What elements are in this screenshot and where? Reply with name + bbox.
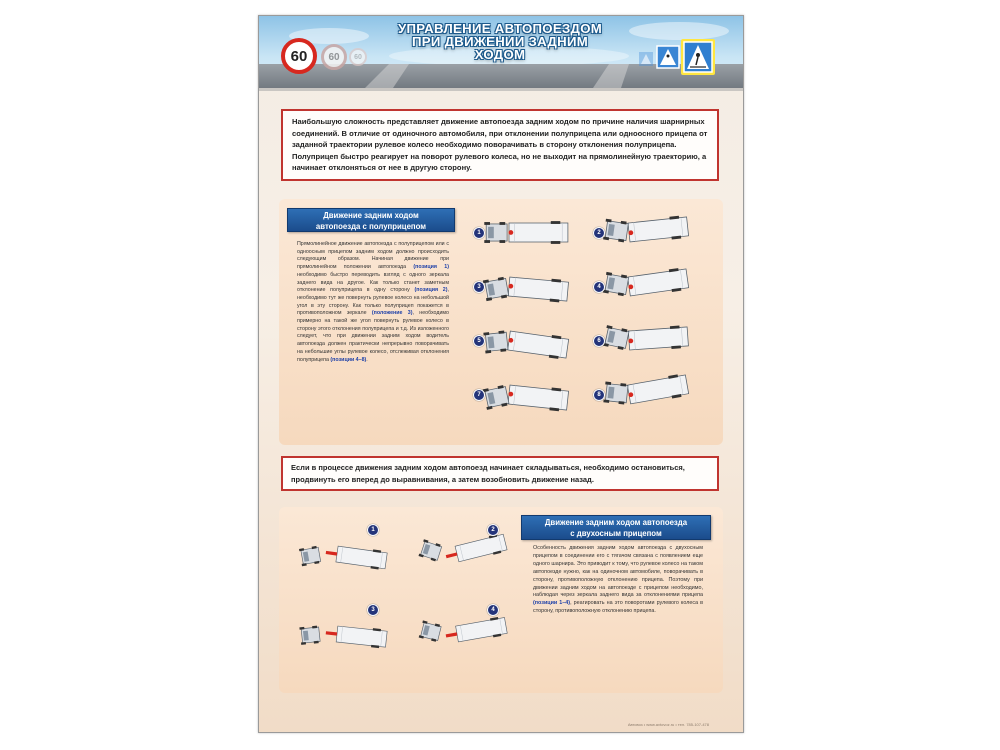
- semitrailer-title-line-2: автопоезда с полуприцепом: [315, 222, 427, 231]
- semitrailer-text-part-1: Прямолинейное движение автопоезда с полуприцепом или с одноосным прицепом задним ходом должно происходить следующим образом. Начиная движение при прямолинейном положении автопоезда: [297, 241, 449, 271]
- semitrailer-position-badge: 7: [473, 389, 485, 401]
- semitrailer-text-end: .: [366, 356, 368, 363]
- semitrailer-text-part-4: , необходимо примерно на такой же угол повернуть рулевое колесо в сторону этого отклонения полуприцепа и т.д. Из изложенного следует, что при движении задним ходом водитель автопоезда должен практически непрерывно поворачивать на небольшие углы рулевое колесо, отслеживая отклонения полуприцепа: [297, 310, 449, 363]
- warning-box: [281, 456, 719, 491]
- poster-title-line-1: УПРАВЛЕНИЕ АВТОПОЕЗДОМ: [397, 21, 603, 36]
- poster-title: [355, 22, 645, 61]
- semitrailer-ref-position-3: (положение 3): [371, 310, 413, 317]
- semitrailer-position-badge: 6: [593, 335, 605, 347]
- semitrailer-ref-position-1: (позиция 1): [413, 264, 449, 271]
- intro-box: [281, 109, 719, 181]
- speed-limit-sign-faded: [321, 44, 347, 70]
- poster-title-line-3: ХОДОМ: [474, 47, 526, 62]
- two-axle-text-part-1: Особенность движения задним ходом автопоезда с двухосным прицепом в соединении его с тягачом связана с появлением еще одного шарнира. Это приводит к тому, что рулевое колесо на таком автопоезде нужно, как на одиночном автомобиле, поворачивать в сторону, противоположную отклонению прицепа. Поэтому при движении задним ходом на автопоезде с прицепом необходимо, наблюдая через зеркала заднего вида за отклонениями прицепа: [533, 545, 703, 599]
- two-axle-position-badge: 1: [367, 524, 379, 536]
- semitrailer-diagrams: [471, 211, 721, 441]
- semitrailer-position-badge: 2: [593, 227, 605, 239]
- two-axle-title-line-1: Движение задним ходом автопоезда: [544, 518, 688, 527]
- speed-limit-sign: [281, 38, 317, 74]
- speed-limit-value: 60: [290, 47, 308, 65]
- semitrailer-text-part-2: необходимо быстро переводить взгляд с одного зеркала заднего вида на другое. Как только станет заметным отклонение полуприцепа в одну сторону: [297, 271, 449, 294]
- semitrailer-section-title: [287, 208, 455, 232]
- two-axle-title-line-2: с двухосным прицепом: [570, 529, 662, 538]
- semitrailer-text: [297, 241, 449, 437]
- two-axle-position-badge: 2: [487, 524, 499, 536]
- semitrailer-position-badge: 8: [593, 389, 605, 401]
- semitrailer-text-part-3: , необходимо тут же повернуть рулевое колесо на небольшой угол в эту сторону. Как только полуприцеп покажется в противоположном зеркале: [297, 287, 449, 317]
- two-axle-text-part-2: , реагировать на это поворотами рулевого колеса в сторону, противоположную отклонению прицепа.: [533, 600, 704, 615]
- two-axle-diagrams: [287, 516, 527, 686]
- two-axle-ref-positions-1-4: (позиции 1–4): [533, 600, 571, 607]
- semitrailer-ref-position-2: (позиция 2): [414, 287, 448, 294]
- intro-text: Наибольшую сложность представляет движение автопоезда задним ходом по причине наличия шарнирных соединений. В отличие от одиночного автомобиля, при отклонении полуприцепа или одноосного прицепа от заданной траектории рулевое колесо необходимо поворачивать в сторону отклонения полуприцепа. Полуприцеп быстро реагирует на поворот рулевого колеса, но не выходит на прямолинейную траекторию, а начинает отклоняться от нее в другую сторону.: [292, 117, 708, 172]
- poster-title-line-2: ПРИ ДВИЖЕНИИ ЗАДНИМ: [411, 34, 589, 49]
- two-axle-position-badge: 3: [367, 604, 379, 616]
- semitrailer-position-badge: 4: [593, 281, 605, 293]
- road-band: [259, 88, 743, 91]
- semitrailer-position-badge: 5: [473, 335, 485, 347]
- pedestrian-crossing-signs: [637, 38, 717, 80]
- two-axle-section-title: [521, 515, 711, 540]
- two-axle-text: [533, 545, 703, 685]
- two-axle-position-badge: 4: [487, 604, 499, 616]
- poster: [258, 15, 744, 733]
- speed-limit-faded-value: 60: [328, 51, 340, 63]
- footer-text: Автовоз • www.avtovoz.ru • тел. 785-107-478: [627, 722, 709, 727]
- semitrailer-position-badge: 3: [473, 281, 485, 293]
- semitrailer-ref-positions-4-8: (позиции 4–8): [330, 356, 367, 363]
- footer: [259, 720, 743, 732]
- header-banner: [259, 16, 743, 91]
- semitrailer-position-badge: 1: [473, 227, 485, 239]
- speed-limit-faded-value-2: 60: [354, 53, 362, 61]
- warning-text: Если в процессе движения задним ходом автопоезд начинает складываться, необходимо остановиться, продвинуть его вперед до выравнивания, а затем возобновить движение назад.: [291, 463, 685, 484]
- semitrailer-title-line-1: Движение задним ходом: [323, 211, 419, 220]
